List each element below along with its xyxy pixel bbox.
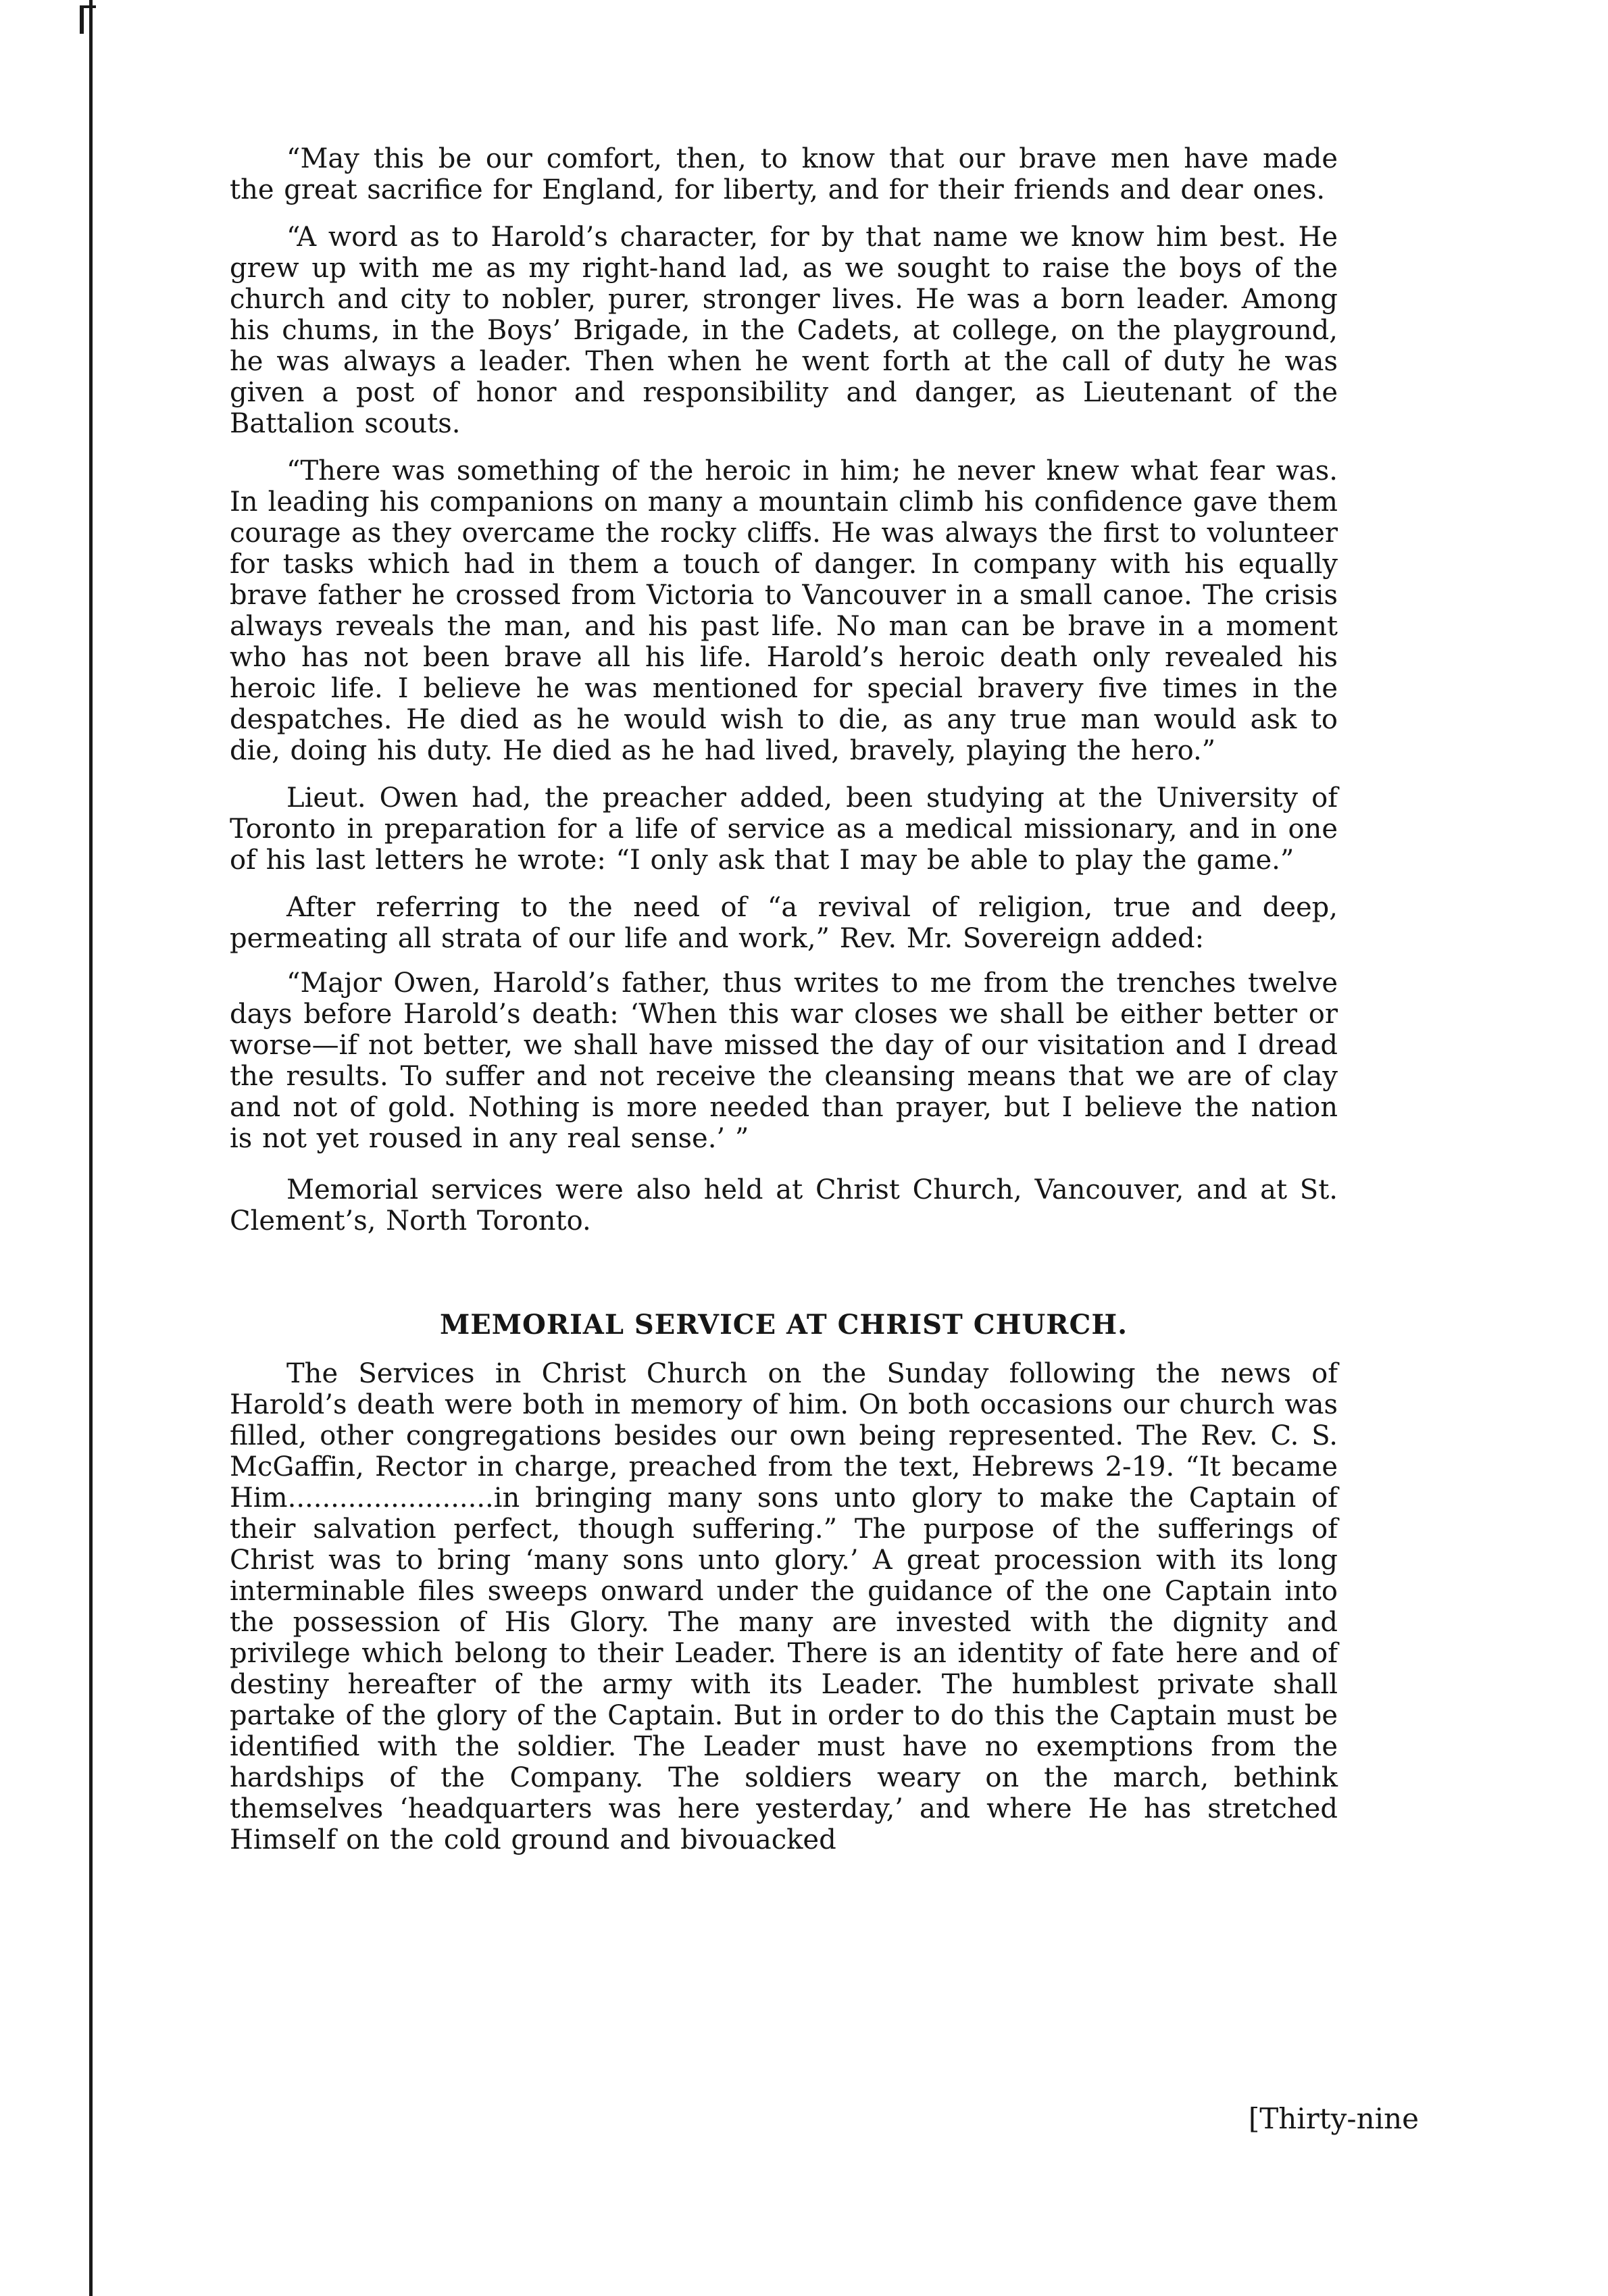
section-heading: MEMORIAL SERVICE AT CHRIST CHURCH.: [439, 1309, 1128, 1341]
page-binding-edge: [89, 0, 93, 2296]
page-body: [230, 143, 1338, 1855]
page-binding-mark: [80, 5, 96, 34]
paragraph-comfort: “May this be our comfort, then, to know that our brave men have made the great sacrifice for England, for liberty, and for their friends and dear ones.: [230, 143, 1338, 205]
paragraph-heroic: “There was something of the heroic in him; he never knew what fear was. In leading his companions on many a mountain climb his confidence gave them courage as they overcame the rocky cliffs. He was always the first to volunteer for tasks which had in them a touch of danger. In company with his equally brave father he crossed from Victoria to Vancouver in a small canoe. The crisis always reveals the man, and his past life. No man can be brave in a moment who has not been brave all his life. Harold’s heroic death only revealed his heroic life. I believe he was mentioned for special bravery five times in the despatches. He died as he would wish to die, as any true man would ask to die, doing his duty. He died as he had lived, bravely, playing the hero.”: [230, 455, 1338, 766]
paragraph-character: “A word as to Harold’s character, for by that name we know him best. He grew up with me as my right-hand lad, as we sought to raise the boys of the church and city to nobler, purer, stronger lives. He was a born leader. Among his chums, in the Boys’ Brigade, in the Cadets, at college, on the playground, he was always a leader. Then when he went forth at the call of duty he was given a post of honor and responsibility and danger, as Lieutenant of the Battalion scouts.: [230, 222, 1338, 439]
paragraph-other-services: Memorial services were also held at Christ Church, Vancouver, and at St. Clement’s, North Toronto.: [230, 1174, 1338, 1237]
paragraph-major-owen-letter: “Major Owen, Harold’s father, thus writes to me from the trenches twelve days before Harold’s death: ‘When this war closes we shall be either better or worse—if not better, we shall have missed the day of our visitation and I dread the results. To suffer and not receive the cleansing means that we are of clay and not of gold. Nothing is more needed than prayer, but I believe the nation is not yet roused in any real sense.’ ”: [230, 968, 1338, 1154]
paragraph-university: Lieut. Owen had, the preacher added, been studying at the University of Toronto in preparation for a life of service as a medical missionary, and in one of his last letters he wrote: “I only ask that I may be able to play the game.”: [230, 782, 1338, 876]
paragraph-revival: After referring to the need of “a revival of religion, true and deep, permeating all strata of our life and work,” Rev. Mr. Sovereign added:: [230, 892, 1338, 954]
paragraph-christ-church-service: The Services in Christ Church on the Sunday following the news of Harold’s death were both in memory of him. On both occasions our church was filled, other congregations besides our own being represented. The Rev. C. S. McGaffin, Rector in charge, preached from the text, Hebrews 2-19. “It became Him........................in bringing many sons unto glory to make the Captain of their salvation perfect, though suffering.” The purpose of the sufferings of Christ was to bring ‘many sons unto glory.’ A great procession with its long interminable files sweeps onward under the guidance of the one Captain into the possession of His Glory. The many are invested with the dignity and privilege which belong to their Leader. There is an identity of fate here and of destiny hereafter of the army with its Leader. The humblest private shall partake of the glory of the Captain. But in order to do this the Captain must be identified with the soldier. The Leader must have no exemptions from the hardships of the Company. The soldiers weary on the march, bethink themselves ‘headquarters was here yesterday,’ and where He has stretched Himself on the cold ground and bivouacked: [230, 1358, 1338, 1855]
page-number: [Thirty-nine: [1248, 2102, 1419, 2135]
